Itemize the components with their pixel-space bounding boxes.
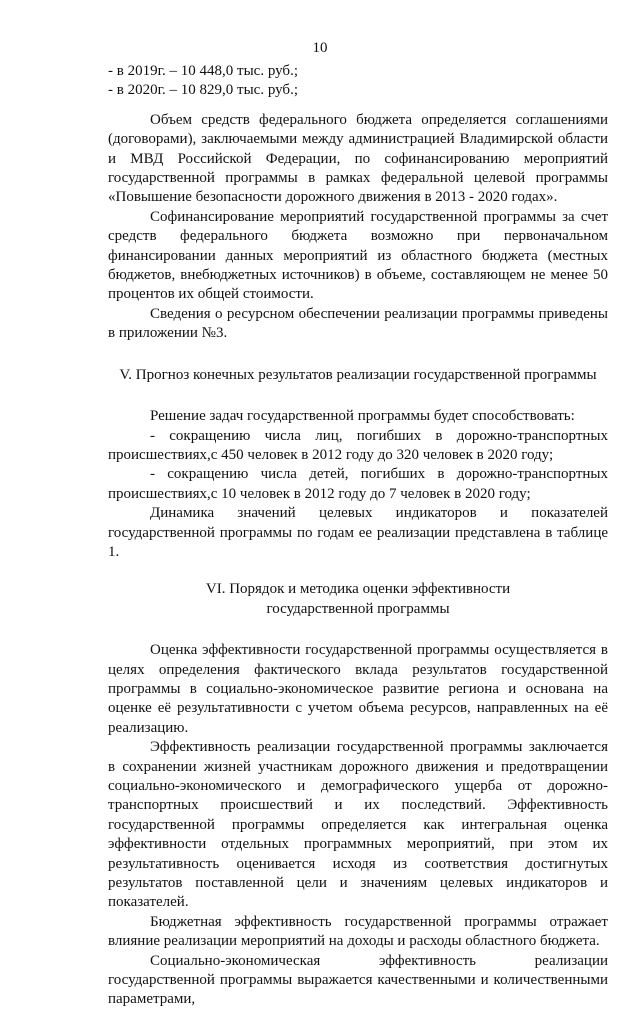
federal-budget-paragraph: Объем средств федерального бюджета определяется соглашениями (договорами), заключаемыми между администрацией Владимирской области и МВД Российской Федерации, по софинансированию мероприятий государственной программы в рамках федеральной целевой программы «Повышение безопасности дорожного движения в 2013 - 2020 годах». <box>108 111 608 206</box>
cofinancing-paragraph: Софинансирование мероприятий государственной программы за счет средств федерального бюджета возможно при первоначальном финансировании данных мероприятий из областного бюджета (местных бюджетов, внебюджетных источников) в объеме, составляющем не менее 50 процентов их общей стоимости. <box>108 208 608 303</box>
page-content <box>108 62 608 1010</box>
socioeconomic-paragraph: Социально-экономическая эффективность реализации государственной программы выражается качественными и количественными параметрами, <box>108 952 608 1008</box>
tasks-intro-paragraph: Решение задач государственной программы будет способствовать: <box>150 408 575 425</box>
funding-2020-line: - в 2020г. – 10 829,0 тыс. руб.; <box>108 82 298 99</box>
bullet-children: - сокращению числа детей, погибших в дорожно-транспортных происшествиях,с 10 человек в 2012 году до 7 человек в 2020 году; <box>108 466 608 502</box>
resources-appendix-paragraph: Сведения о ресурсном обеспечении реализации программы приведены в приложении №3. <box>108 305 608 342</box>
section-6-heading-line1: VI. Порядок и методика оценки эффективности <box>205 581 511 598</box>
budget-effectiveness-paragraph: Бюджетная эффективность государственной программы отражает влияние реализации мероприятий на доходы и расходы областного бюджета. <box>108 913 608 950</box>
effectiveness-paragraph: Эффективность реализации государственной программы заключается в сохранении жизней участникам дорожного движения и предотвращении социально-экономического и демографического ущерба от дорожно-транспортных происшествий и их последствий. Эффективность государственной программы определяется как интегральная оценка эффективности отдельных программных мероприятий, при этом их результативность оценивается исходя из соответствия достигнутых результатов поставленной цели и значениям целевых индикаторов и показателей. <box>108 739 608 911</box>
section-6-heading-line2: государственной программы <box>266 600 450 617</box>
funding-2019-line: - в 2019г. – 10 448,0 тыс. руб.; <box>108 63 298 79</box>
bullet-fatalities: - сокращению числа лиц, погибших в дорожно-транспортных происшествиях,с 450 человек в 2012 году до 320 человек в 2020 году; <box>108 427 608 463</box>
page-number: 10 <box>312 40 328 56</box>
dynamics-paragraph: Динамика значений целевых индикаторов и показателей государственной программы по годам ее реализации представлена в таблице 1. <box>108 505 608 560</box>
section-5-heading: V. Прогноз конечных результатов реализации государственной программы <box>119 366 597 383</box>
evaluation-paragraph: Оценка эффективности государственной программы осуществляется в целях определения фактического вклада результатов государственной программы в социально-экономическое развитие региона и основана на оценке её результативности с учетом объема ресурсов, направленных на её реализацию. <box>108 642 608 736</box>
